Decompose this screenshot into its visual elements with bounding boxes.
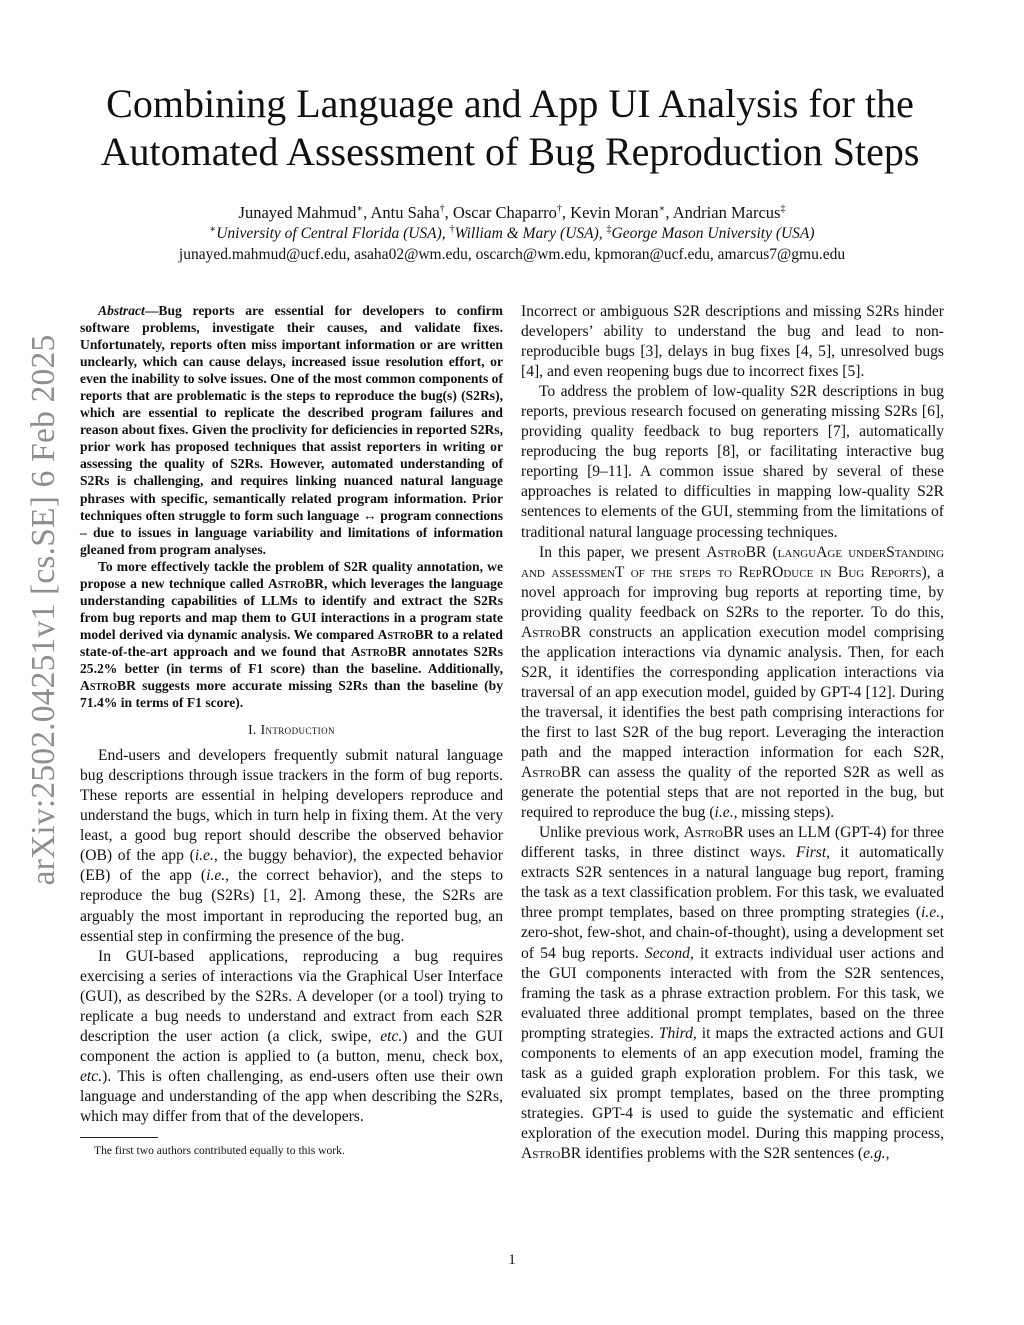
right-paragraph-1: Incorrect or ambiguous S2R descriptions and missing S2Rs hinder developers’ ability to understand the bug and lead to non-reproducible bugs [3], delays in bug fixes [4, 5], unresolved bugs [4], and even reopening bugs due to incorrect fixes [5]. xyxy=(521,303,944,381)
abstract-paragraph-1 xyxy=(80,302,503,558)
author-mark: ∗ xyxy=(658,203,666,215)
text: End-users and developers frequently submit natural language bug descriptions through issue trackers in the form of bug reports. These reports are essential in helping developers reproduce and understand the bugs, which in turn help in fixing them. At the very least, a good bug report should describe the observed behavior (OB) of the app ( xyxy=(80,747,503,865)
text: , a novel approach for improving bug reports at reporting time, by providing quality feedback on S2Rs to the reporter. To do this, xyxy=(521,563,944,621)
text: etc. xyxy=(80,1067,103,1085)
right-paragraph-2: To address the problem of low-quality S2R descriptions in bug reports, previous research focused on generating missing S2Rs [6], providing quality feedback to bug reporters [7], automatically reproducing the bug reports [8], or facilitating interactive bug reporting [9–11]. A common issue shared by several of these approaches is related to difficulties in mapping low-quality S2R sentences to elements of the GUI, stemming from the limitations of traditional natural language processing techniques. xyxy=(521,383,944,541)
title-line-1: Combining Language and App UI Analysis for the xyxy=(106,81,914,126)
text: e.g., xyxy=(863,1144,890,1162)
author-mark: ∗ xyxy=(356,203,364,215)
text: ). This is often challenging, as end-users often use their own language and understanding of the app when describing the S2Rs, which may differ from that of the developers. xyxy=(80,1067,503,1125)
text: In GUI-based applications, reproducing a bug requires exercising a series of interactions via the Graphical User Interface (GUI), as described by the S2Rs. A developer (or a tool) trying to replicate a bug needs to understand and extract from each S2R description the user action (a click, swipe, xyxy=(80,947,503,1045)
affiliation-mark: ∗ xyxy=(209,223,217,235)
tool-name: AstroBR xyxy=(706,543,767,561)
author-name: Oscar Chaparro xyxy=(452,203,557,222)
text: annotates S2Rs 25.2% better (in terms of F1 score) than the baseline. Additionally, xyxy=(80,643,503,676)
intro-paragraph-1 xyxy=(80,746,503,946)
left-column xyxy=(80,302,503,1158)
tool-name: AstroBR xyxy=(683,824,744,842)
section-title: Introduction xyxy=(260,722,335,738)
tool-name: AstroBR xyxy=(377,626,434,642)
author-name: Andrian Marcus xyxy=(672,203,781,222)
author-name: Antu Saha xyxy=(370,203,440,222)
right-paragraph-4 xyxy=(521,823,944,1164)
author-mark: † xyxy=(439,203,445,215)
tool-name: AstroBR xyxy=(521,764,582,782)
author-name: Junayed Mahmud xyxy=(238,203,357,222)
title-line-2: Automated Assessment of Bug Reproduction Steps xyxy=(100,129,920,174)
text: etc. xyxy=(380,1027,403,1045)
text: i.e., xyxy=(714,804,738,822)
text: uses an LLM (GPT-4) for three different tasks, in three distinct ways. xyxy=(521,824,944,862)
affiliation-mark: ‡ xyxy=(606,223,612,235)
text: i.e., xyxy=(194,847,218,865)
intro-paragraph-2 xyxy=(80,947,503,1127)
text: to a related state-of-the-art approach and we found that xyxy=(80,626,503,659)
text: Unlike previous work, xyxy=(539,824,684,842)
page-number: 1 xyxy=(508,1252,516,1268)
text: i.e., xyxy=(921,904,944,922)
author-list: Junayed Mahmud∗, Antu Saha†, Oscar Chaparro†, Kevin Moran∗, Andrian Marcus‡ xyxy=(238,203,786,222)
text: suggests more accurate missing S2Rs than the baseline (by 71.4% in terms of F1 score). xyxy=(80,678,503,711)
text: , which leverages the language understanding capabilities of LLMs to identify and extract the S2Rs from bug reports and map them to GUI interactions in a program state model derived via dynamic analysis. We compared xyxy=(80,575,503,642)
text: , it maps the extracted actions and GUI components to elements of an app execution model, framing the task as a guided graph exploration problem. For this task, we evaluated six prompt templates, based on the three prompting strategies. GPT-4 is used to guide the systematic and efficient exploration of the execution model. During this mapping process, xyxy=(521,1024,944,1142)
right-column xyxy=(521,302,944,1164)
affiliation: George Mason University (USA) xyxy=(611,225,815,242)
affiliations xyxy=(100,224,924,244)
text: zero-shot, few-shot, and chain-of-thought), using a development set of 54 bug reports. xyxy=(521,924,944,962)
text: To more effectively tackle the problem of S2R quality annotation, we propose a new technique called xyxy=(80,558,503,591)
tool-name: AstroBR xyxy=(521,623,582,641)
tool-name: AstroBR xyxy=(350,643,407,659)
abstract-label: Abstract xyxy=(98,303,145,318)
text: missing steps). xyxy=(737,804,835,822)
author-mark: ‡ xyxy=(780,203,786,215)
text: identifies problems with the S2R sentences ( xyxy=(581,1144,864,1162)
author-mark: † xyxy=(556,203,562,215)
paper-title xyxy=(80,80,940,176)
section-heading xyxy=(80,722,503,738)
tool-acronym: (languAge underStanding and assessmenT of the steps to RepROduce in Bug Reports) xyxy=(521,543,944,581)
abstract-text: —Bug reports are essential for developers to confirm software problems, investigate their causes, and validate fixes. Unfortunately, reports often miss important information or are written unclearly, which can cause delays, increased issue resolution effort, or even the inability to solve issues. One of the most common components of reports that are problematic is the steps to reproduce the bug(s) (S2Rs), which are essential to replicate the described program failures and reason about fixes. Given the proclivity for deficiencies in reported S2Rs, prior work has proposed techniques that assist reporters in writing or assessing the quality of S2Rs. However, automated understanding of S2Rs is challenging, and requires linking nuanced natural language phrases with specific, semantically related program information. Prior techniques often struggle to form such language ↔ program connections – due to issues in language variability and limitations of information gleaned from program analyses. xyxy=(80,303,503,557)
affiliation: William & Mary (USA), xyxy=(454,225,603,242)
abstract-paragraph-2 xyxy=(80,558,503,711)
author-emails: junayed.mahmud@ucf.edu, asaha02@wm.edu, oscarch@wm.edu, kpmoran@ucf.edu, amarcus7@gmu.edu xyxy=(178,246,846,263)
tool-name: AstroBR xyxy=(268,575,324,591)
footnote: The first two authors contributed equally to this work. xyxy=(94,1144,345,1158)
text: ) and the GUI component the action is applied to (a button, menu, check box, xyxy=(80,1027,503,1065)
text: Third xyxy=(658,1024,693,1042)
text: First xyxy=(795,844,827,862)
affiliation-mark: † xyxy=(449,223,455,235)
affiliation: University of Central Florida (USA), xyxy=(216,225,446,242)
text: In this paper, we present xyxy=(539,543,707,561)
text: the buggy behavior), the expected behavior (EB) of the app ( xyxy=(80,847,504,885)
tool-name: AstroBR xyxy=(80,678,136,694)
text: the correct behavior), and the steps to reproduce the bug (S2Rs) [1, 2]. Among these, the S2Rs are arguably the most important in reproducing the reported bug, an essential step in confirming the presence of the bug. xyxy=(80,867,503,945)
text: constructs an application execution model comprising the application interactions via dynamic analysis. Then, for each S2R, it identifies the corresponding application interactions via traversal of an app execution model, guided by GPT-4 [12]. During the traversal, it identifies the best path comprising interactions for the first to last S2R of the bug report. Leveraging the interaction path and the mapped interaction information for each S2R, xyxy=(521,623,944,762)
text: , it automatically extracts S2R sentences in a natural language bug report, framing the task as a text classification problem. For this task, we evaluated three prompt templates, based on three prompting strategies ( xyxy=(521,844,945,922)
right-paragraph-3 xyxy=(521,543,944,824)
section-number: I. xyxy=(248,722,257,738)
footnote-rule xyxy=(80,1137,158,1138)
text: i.e., xyxy=(206,867,230,885)
text: Second xyxy=(644,944,690,962)
tool-name: AstroBR xyxy=(521,1144,582,1162)
text: can assess the quality of the reported S2R as well as generate the potential steps that are not reported in the bug, but required to reproduce the bug ( xyxy=(521,764,944,822)
arxiv-stamp: arXiv:2502.04251v1 [cs.SE] 6 Feb 2025 xyxy=(25,334,62,886)
text: , it extracts individual user actions and the GUI components interacted with from the S2R sentences, framing the task as a phrase extraction problem. For this task, we evaluated three additional prompt templates, based on the three prompting strategies. xyxy=(521,944,944,1042)
author-name: Kevin Moran xyxy=(570,203,659,222)
